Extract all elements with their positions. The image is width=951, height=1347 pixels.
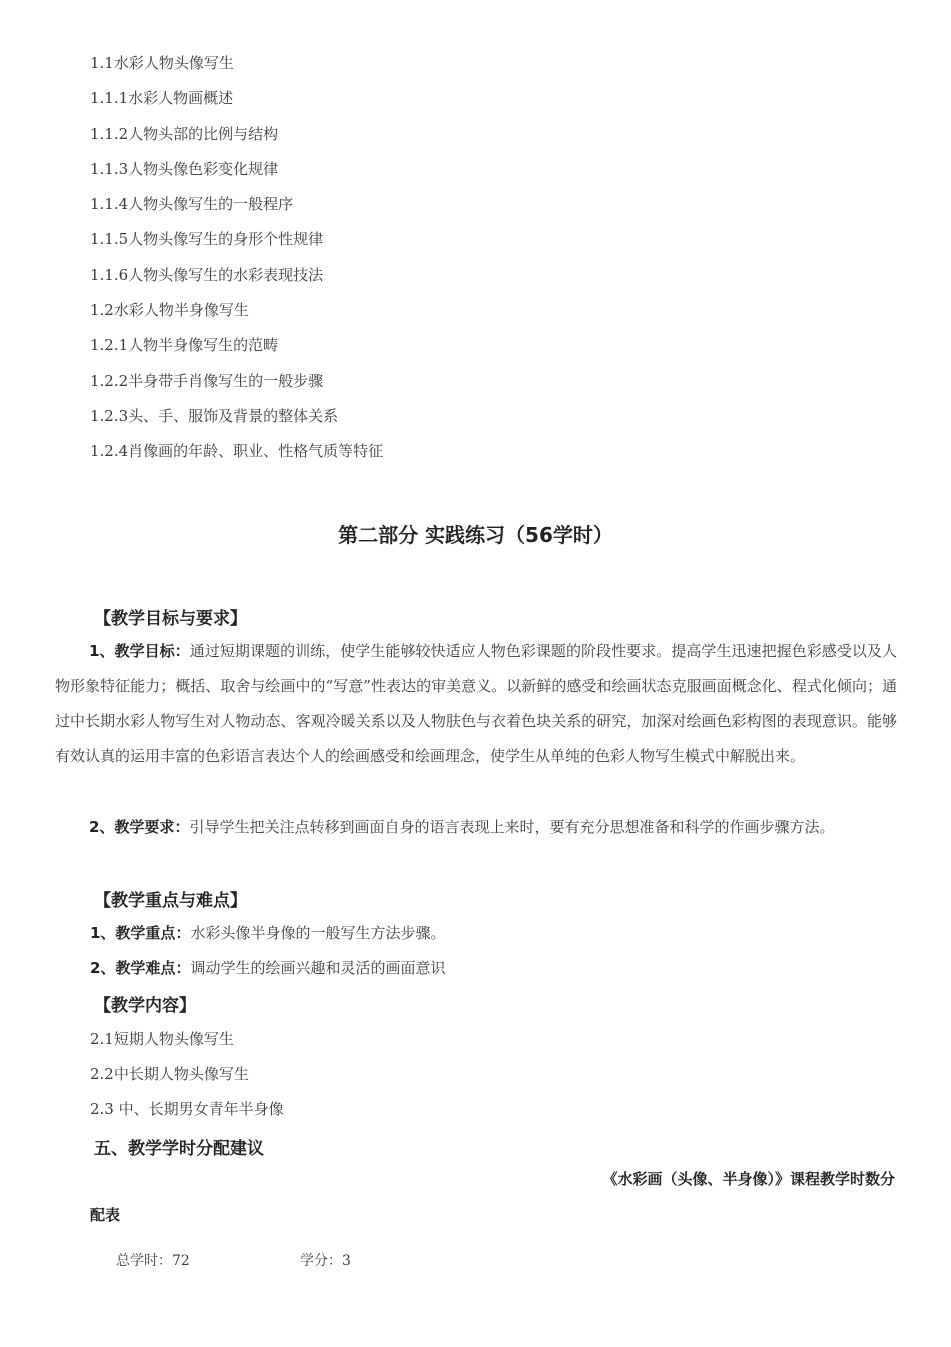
part-title: 第二部分 实践练习（56学时） — [338, 523, 613, 547]
focus-key-label: 1、教学重点： — [90, 924, 191, 942]
outline-item: 1.2.2半身带手肖像写生的一般步骤 — [90, 371, 324, 390]
content-heading: 【教学内容】 — [94, 996, 196, 1016]
focus-key-line — [90, 922, 445, 943]
content-item: 2.1短期人物头像写生 — [90, 1030, 234, 1048]
outline-item: 1.1.5人物头像写生的身形个性规律 — [90, 230, 324, 249]
outline-item: 1.2.3头、手、服饰及背景的整体关系 — [90, 406, 339, 425]
content-item: 2.2中长期人物头像写生 — [90, 1065, 249, 1083]
goals-target-label: 1、教学目标： — [89, 642, 190, 660]
outline-item: 1.1.1水彩人物画概述 — [90, 89, 234, 108]
outline-item: 1.2.1人物半身像写生的范畴 — [90, 336, 279, 355]
table-caption-line-2: 配表 — [90, 1206, 121, 1224]
focus-difficulty-text: 调动学生的绘画兴趣和灵活的画面意识 — [190, 959, 446, 977]
focus-key-text: 水彩头像半身像的一般写生方法步骤。 — [190, 924, 446, 942]
outline-item: 1.1.3人物头像色彩变化规律 — [90, 159, 279, 178]
section5-title: 五、教学学时分配建议 — [94, 1139, 264, 1159]
table-caption-line-1: 《水彩画（头像、半身像）》课程教学时数分 — [602, 1170, 895, 1188]
total-hours: 总学时：72 — [116, 1253, 190, 1269]
goals-heading: 【教学目标与要求】 — [94, 609, 247, 629]
goals-target-text: 通过短期课题的训练，使学生能够较快适应人物色彩课题的阶段性要求。提高学生迅速把握色彩感受以及人物形象特征能力；概括、取舍与绘画中的“写意”性表达的审美意义。以新鲜的感受和绘画状态克服画面概念化、程式化倾向；通过中长期水彩人物写生对人物动态、客观冷暖关系以及人物肤色与衣着色块关系的研究，加深对绘画色彩构图的表现意识。能够有效认真的运用丰富的色彩语言表达个人的绘画感受和绘画理念，使学生从单纯的色彩人物写生模式中解脱出来。 — [55, 642, 897, 765]
outline-item: 1.1水彩人物头像写生 — [90, 54, 234, 72]
goals-requirement-text: 引导学生把关注点转移到画面自身的语言表现上来时，要有充分思想准备和科学的作画步骤方法。 — [189, 818, 835, 836]
outline-item: 1.2.4肖像画的年龄、职业、性格气质等特征 — [90, 442, 384, 461]
outline-item: 1.1.2人物头部的比例与结构 — [90, 124, 279, 143]
goals-requirement-paragraph — [55, 810, 897, 845]
outline-item: 1.2水彩人物半身像写生 — [90, 301, 249, 320]
focus-difficulty-label: 2、教学难点： — [90, 959, 191, 977]
credits: 学分：3 — [300, 1253, 351, 1269]
focus-heading: 【教学重点与难点】 — [94, 891, 247, 911]
outline-list — [90, 50, 383, 474]
focus-difficulty-line — [90, 957, 445, 978]
outline-item: 1.1.6人物头像写生的水彩表现技法 — [90, 265, 324, 284]
goals-requirement-label: 2、教学要求： — [89, 818, 190, 836]
content-item: 2.3 中、长期男女青年半身像 — [90, 1100, 284, 1118]
goals-target-paragraph — [55, 634, 897, 774]
outline-item: 1.1.4人物头像写生的一般程序 — [90, 195, 294, 214]
